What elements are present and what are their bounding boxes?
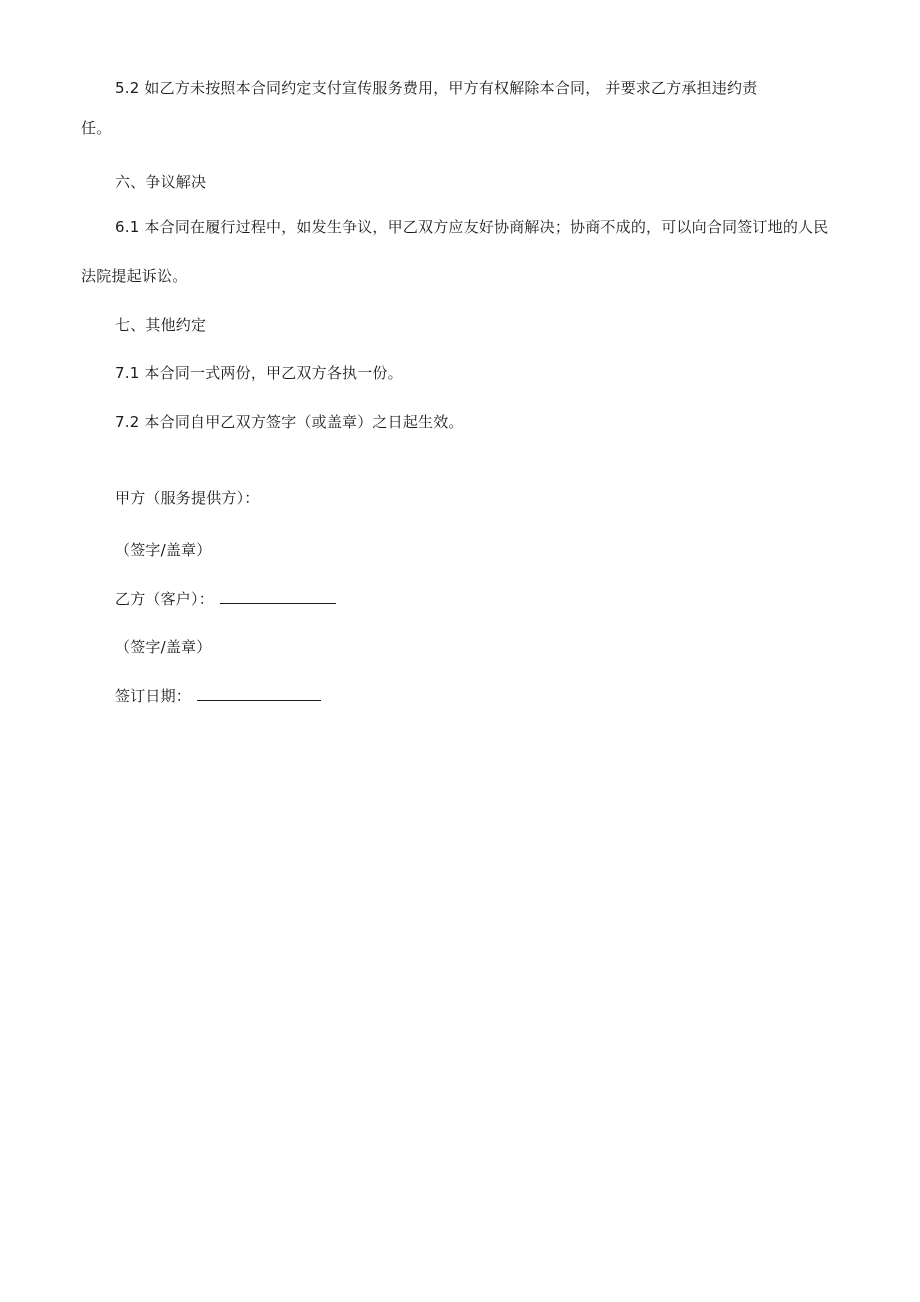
date-blank	[197, 686, 321, 701]
party-b-label: 乙方（客户）：	[115, 590, 214, 608]
clause-5-2-line-1: 5.2 如乙方未按照本合同约定支付宣传服务费用，甲方有权解除本合同， 并要求乙方承担违约责	[115, 79, 758, 97]
clause-6-1-line-2: 法院提起诉讼。	[81, 267, 188, 285]
party-b-row	[115, 589, 336, 609]
section-6-heading: 六、争议解决	[115, 173, 207, 191]
date-label: 签订日期：	[115, 687, 192, 705]
clause-5-2-line-2: 任。	[81, 119, 112, 137]
date-row	[115, 686, 321, 706]
section-7-heading: 七、其他约定	[115, 316, 207, 334]
party-a-sign-note: （签字/盖章）	[115, 541, 212, 559]
party-a-label: 甲方（服务提供方）：	[115, 489, 260, 507]
clause-7-1: 7.1 本合同一式两份，甲乙双方各执一份。	[115, 364, 403, 382]
clause-6-1-line-1: 6.1 本合同在履行过程中，如发生争议，甲乙双方应友好协商解决；协商不成的，可以向合同签订地的人民	[115, 218, 829, 236]
party-b-sign-note: （签字/盖章）	[115, 638, 212, 656]
party-b-signature-blank	[220, 589, 336, 604]
clause-7-2: 7.2 本合同自甲乙双方签字（或盖章）之日起生效。	[115, 413, 464, 431]
